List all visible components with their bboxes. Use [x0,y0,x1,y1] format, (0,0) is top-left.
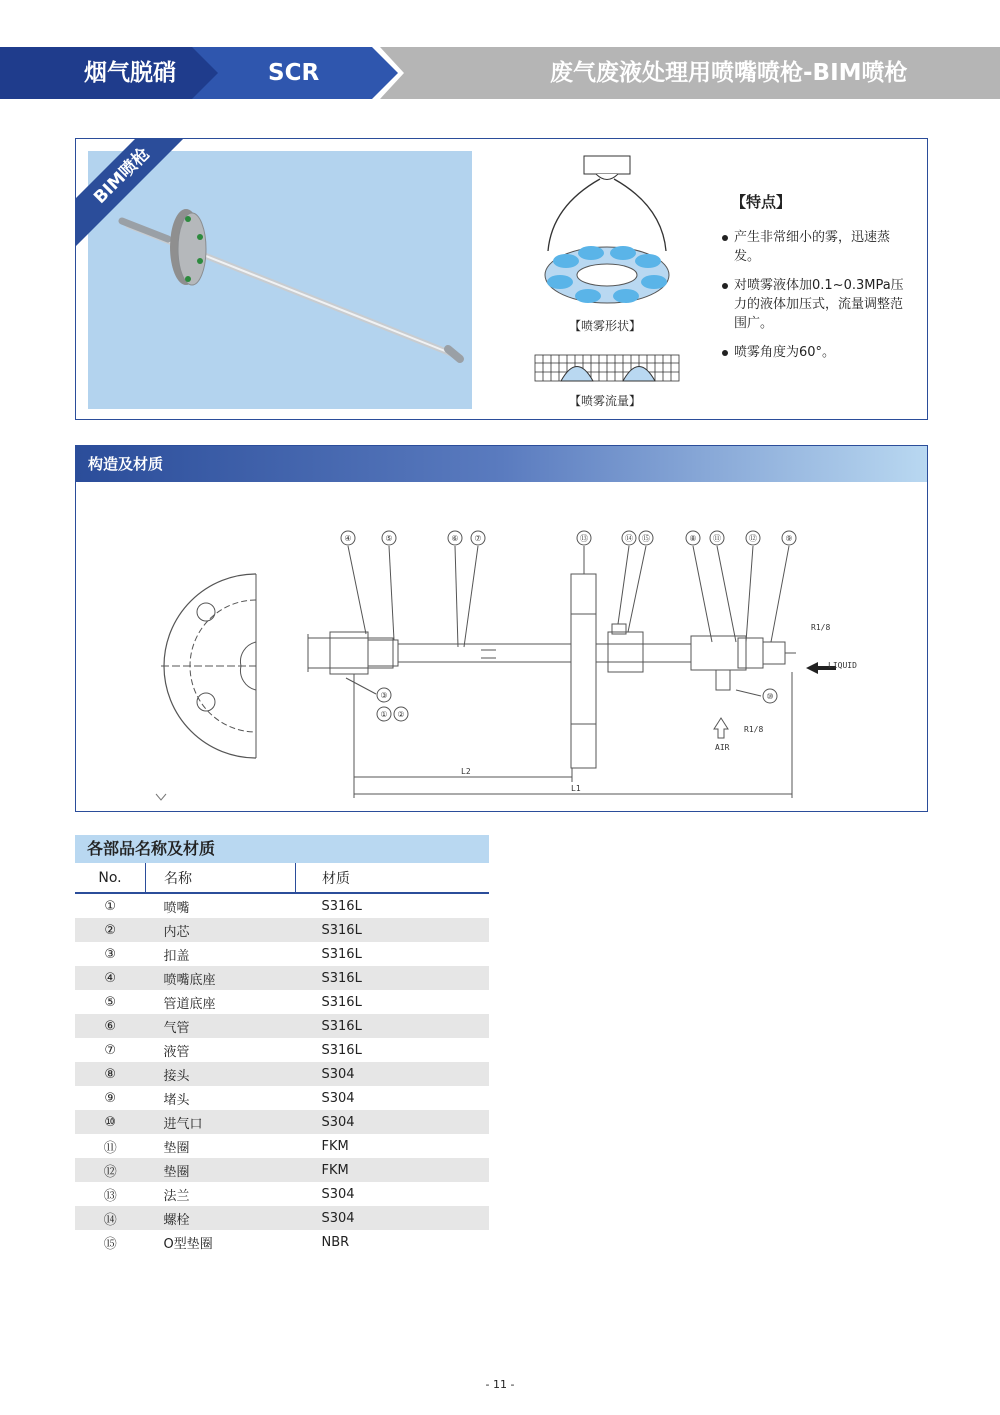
structure-title: 构造及材质 [88,455,164,473]
cell-name: O型垫圈 [163,1236,213,1252]
header-subcategory: SCR [268,60,320,86]
parts-title-bar [75,835,489,863]
cell-no: ⑭ [75,1206,146,1230]
cell-name: 堵头 [163,1092,190,1108]
table-row [75,990,489,1014]
feature-text: 对喷雾液体加0.1~0.3MPa压力的液体加压式，流量调整范围广。 [734,278,904,331]
cell-name: 喷嘴底座 [146,966,296,990]
cell-material: S316L [296,966,490,990]
cell-name: 喷嘴 [163,900,190,916]
structure-title-bar [76,446,927,482]
callout-8: ⑧ [689,534,697,543]
feature-item-3 [722,343,912,362]
technical-drawing [76,482,928,812]
cell-name: 螺栓 [146,1206,296,1230]
callout-5: ⑤ [385,534,393,543]
structure-panel [75,445,928,812]
page-number: - 11 - [485,1378,515,1391]
cell-name: 气管 [146,1014,296,1038]
cell-name: 垫圈 [163,1140,190,1156]
parts-table-section [75,835,489,1254]
callout-7: ⑦ [474,534,482,543]
cell-material: S304 [296,1206,490,1230]
callout-15: ⑮ [642,534,650,543]
callout-1: ① [380,710,388,719]
cell-no: ⑫ [75,1158,146,1182]
feature-item-2 [722,276,912,333]
spray-flow-caption: 【喷雾流量】 [569,394,642,408]
callout-6: ⑥ [451,534,459,543]
liquid-label: LIQUID [828,661,857,670]
features-title: 【特点】 [731,193,792,211]
callout-14: ⑭ [625,534,633,543]
table-row [75,1230,489,1254]
table-row [75,1014,489,1038]
product-ribbon: BIM喷枪 [75,138,198,252]
cell-name: 法兰 [163,1188,190,1204]
table-row [75,966,489,990]
cell-no: ⑧ [75,1062,146,1086]
chevron-down-icon [156,794,166,800]
spray-shape-caption: 【喷雾形状】 [569,319,642,333]
cell-material: S304 [296,1110,490,1134]
bullet-icon [722,235,728,241]
table-row [75,1110,489,1134]
header-category: 烟气脱硝 [84,60,176,86]
spray-flow-diagram [533,352,683,384]
cell-name: 扣盖 [163,948,190,964]
dimension-l2: L2 [461,767,471,776]
r18-label-top: R1/8 [811,623,831,632]
cell-no: ⑮ [103,1236,117,1252]
cell-material: S316L [321,946,362,962]
cell-name: 进气口 [146,1110,296,1134]
table-row [75,1182,489,1206]
cell-material: S316L [296,918,490,942]
table-row [75,1038,489,1062]
cell-name: 内芯 [146,918,296,942]
r18-label-bottom: R1/8 [744,725,764,734]
cell-no: ④ [75,966,146,990]
cell-material: S316L [321,898,362,914]
table-row [75,1206,489,1230]
cell-name: 接头 [146,1062,296,1086]
cell-no: ⑤ [104,994,117,1010]
cell-name: 垫圈 [146,1158,296,1182]
cell-no: ① [104,898,117,914]
table-row [75,1086,489,1110]
cell-no: ⑨ [104,1090,117,1106]
cell-no: ⑬ [103,1188,117,1204]
cell-no: ⑩ [75,1110,146,1134]
cell-material: NBR [321,1234,350,1250]
column-header-material: 材质 [296,863,490,893]
feature-item-1 [722,228,912,266]
column-header-no: No. [75,863,146,893]
callout-10: ⑩ [766,692,774,701]
cell-material: S304 [321,1186,355,1202]
callout-9: ⑨ [785,534,793,543]
cell-no: ⑦ [104,1042,117,1058]
cell-material: S316L [321,1042,362,1058]
cell-material: FKM [296,1158,490,1182]
cell-name: 管道底座 [163,996,216,1012]
callout-3: ③ [380,691,388,700]
cell-material: S316L [321,994,362,1010]
table-row [75,918,489,942]
cell-no: ⑪ [103,1140,117,1156]
bullet-icon [722,350,728,356]
callout-2: ② [397,710,405,719]
cell-no: ⑥ [75,1014,146,1038]
dimension-l1: L1 [571,784,581,793]
table-row [75,1158,489,1182]
product-photo [88,151,472,409]
table-row [75,942,489,966]
product-overview-panel [75,138,928,420]
table-row [75,1062,489,1086]
air-label: AIR [715,743,730,752]
table-row [75,1134,489,1158]
parts-table [75,863,489,1254]
cell-no: ③ [104,946,117,962]
parts-table-body [75,893,489,1254]
callout-11: ⑪ [713,534,721,543]
header-title: 废气废液处理用喷嘴喷枪-BIM喷枪 [550,60,908,86]
parts-title: 各部品名称及材质 [87,839,216,858]
cell-no: ② [75,918,146,942]
table-row [75,893,489,918]
cell-material: S304 [321,1090,355,1106]
lance-illustration [88,151,472,409]
callout-13: ⑬ [580,534,588,543]
cell-material: S316L [296,1014,490,1038]
callout-4: ④ [344,534,352,543]
callout-12: ⑫ [749,534,757,543]
table-header-row [75,863,489,893]
cell-material: FKM [321,1138,349,1154]
bullet-icon [722,283,728,289]
spray-shape-diagram [536,151,686,326]
column-header-name: 名称 [146,863,296,893]
page-header [0,47,1000,99]
cell-name: 液管 [163,1044,190,1060]
cell-material: S304 [296,1062,490,1086]
feature-text: 喷雾角度为60°。 [734,345,836,360]
feature-text: 产生非常细小的雾，迅速蒸发。 [734,230,891,264]
